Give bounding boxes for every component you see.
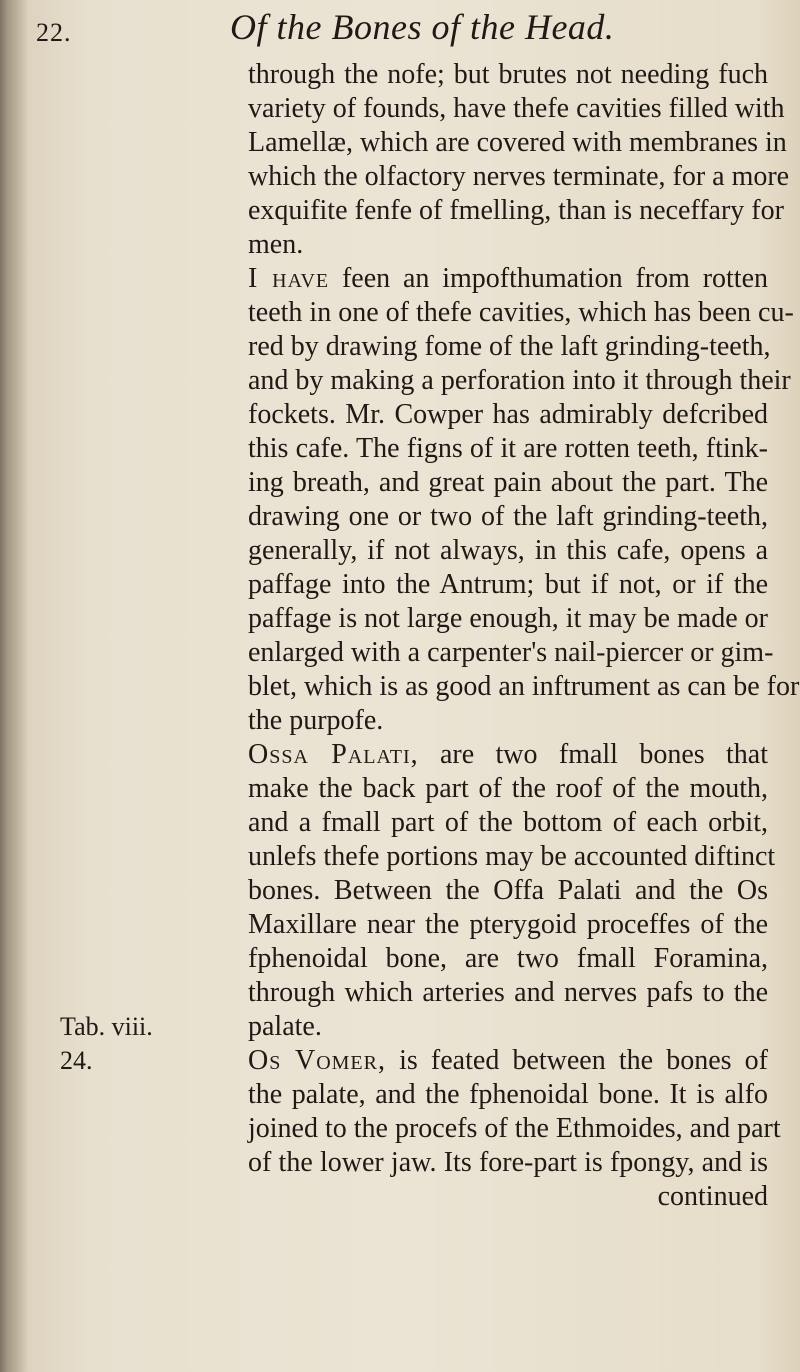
paragraph-start [248,1044,768,1078]
running-head: Of the Bones of the Head. [230,7,615,47]
figure-reference: 24. [60,1046,93,1075]
text-line: which the olfactory nerves terminate, for a more [248,161,790,192]
text-line: fphenoidal bone, are two fmall Foramina, [248,943,768,974]
catchword: continued [657,1181,768,1212]
text-line: Lamellæ, which are covered with membranes in [248,127,787,158]
plate-reference: Tab. viii. [60,1012,153,1041]
text-line: red by drawing fome of the laft grinding-teeth, [248,331,771,362]
text-line: fockets. Mr. Cowper has admirably defcribed [248,399,768,430]
paragraph-lead-rest: feen an impofthumation from rotten [329,263,768,294]
text-line: teeth in one of thefe cavities, which has been cu- [248,297,794,328]
text-line: paffage into the Antrum; but if not, or if the [248,569,768,600]
text-line: the palate, and the fphenoidal bone. It is alfo [248,1079,768,1110]
text-line: generally, if not always, in this cafe, opens a [248,535,768,566]
body-text [248,58,800,1214]
text-line: of the lower jaw. Its fore-part is fpongy, and is [248,1147,768,1178]
binding-gutter-shadow [0,0,28,1372]
paragraph-start [248,738,768,772]
text-line: joined to the procefs of the Ethmoides, and part [248,1113,781,1144]
text-line: make the back part of the roof of the mouth, [248,773,768,804]
text-line: and by making a perforation into it through their [248,365,791,396]
text-line: enlarged with a carpenter's nail-piercer or gim- [248,637,774,668]
text-line: Maxillare near the pterygoid proceffes of the [248,909,768,940]
text-line: unlefs thefe portions may be accounted diftinct [248,841,776,872]
text-line: this cafe. The figns of it are rotten teeth, ftink- [248,433,768,464]
paragraph-lead: Os Vomer, [248,1045,386,1076]
text-line: variety of founds, have thefe cavities filled with [248,93,785,124]
text-line: blet, which is as good an inftrument as can be for [248,671,800,702]
paragraph-lead: Ossa Palati, [248,739,419,770]
text-line: drawing one or two of the laft grinding-teeth, [248,501,768,532]
text-line: ing breath, and great pain about the part. The [248,467,768,498]
paragraph-lead-rest: is feated between the bones of [385,1045,769,1076]
paragraph-lead-rest: are two fmall bones that [418,739,768,770]
text-line: through the nofe; but brutes not needing fuch [248,59,768,90]
text-line: men. [248,229,304,260]
text-line: through which arteries and nerves pafs to the [248,977,768,1008]
text-line: and a fmall part of the bottom of each orbit, [248,807,768,838]
text-line: bones. Between the Offa Palati and the Os [248,875,768,906]
paragraph-start [248,262,768,296]
text-line: paffage is not large enough, it may be made or [248,603,768,634]
paragraph-lead: I have [248,263,330,294]
text-line: exquifite fenfe of fmelling, than is neceffary for [248,195,784,226]
page-number: 22. [36,18,72,47]
text-line: palate. [248,1011,322,1042]
text-line: the purpofe. [248,705,384,736]
